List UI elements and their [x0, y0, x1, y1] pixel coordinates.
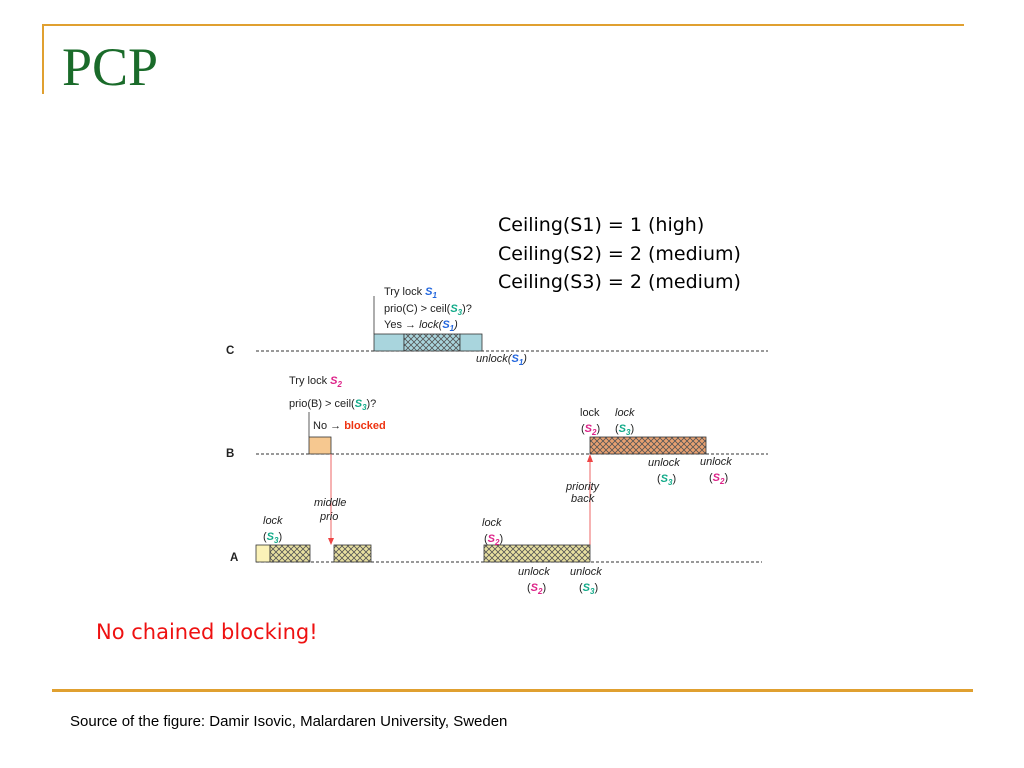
c-unlock-s1: $unlock(S_1)$ — [476, 353, 527, 367]
slide-title: PCP — [62, 37, 159, 97]
label-back: back — [571, 493, 595, 505]
b-unlock-s3: unlock — [648, 457, 680, 469]
label-prio: prio — [320, 511, 339, 523]
label-middle: middle — [314, 497, 347, 509]
a-lock-s3: lock — [263, 515, 283, 527]
frame-bottom-rule — [52, 689, 973, 692]
a-lock-s2: lock — [482, 517, 502, 529]
c-exec-end — [460, 334, 482, 351]
ceiling-s2: Ceiling(S2) = 2 (medium) — [498, 242, 741, 265]
a-critical-s3-1 — [270, 545, 310, 562]
a-exec-start — [256, 545, 270, 562]
a-unlock-s3-sem: $(S_3)$ — [579, 582, 599, 596]
b-no-blocked: No → blocked — [313, 420, 386, 432]
a-lock-s3-sem: $(S_3)$ — [263, 531, 283, 545]
source-caption: Source of the figure: Damir Isovic, Malardaren University, Sweden — [70, 713, 508, 730]
b-lock-s2: lock — [580, 407, 600, 419]
task-label-b: B — [226, 448, 235, 460]
c-exec-start — [374, 334, 404, 351]
b-unlock-s2-sem: $(S_2)$ — [709, 472, 729, 486]
label-priority: priority — [566, 481, 600, 493]
ceiling-s3: Ceiling(S3) = 2 (medium) — [498, 271, 741, 293]
a-unlock-s3: unlock — [570, 566, 602, 578]
task-label-a: A — [230, 552, 239, 564]
b-condition: prio(B) > $ceil(S_3)$? — [289, 398, 377, 412]
a-critical-s2 — [484, 545, 590, 562]
b-try-lock: Try lock $S_2$ — [289, 375, 342, 389]
arrow-priority-back-head — [587, 454, 593, 462]
arrow-middle-prio-head — [328, 538, 334, 545]
a-lock-s2-sem: $(S_2)$ — [484, 533, 504, 547]
c-try-lock: Try lock $S_1$ — [384, 286, 437, 300]
c-critical-s1 — [404, 334, 460, 351]
b-lock-s3-sem: $(S_3)$ — [615, 423, 635, 437]
c-condition: prio(C) > $ceil(S_3)$? — [384, 303, 472, 317]
ceiling-s1: Ceiling(S1) = 1 (high) — [498, 214, 705, 236]
task-label-c: C — [226, 345, 235, 357]
b-critical-s2-s3 — [590, 437, 706, 454]
b-lock-s3: lock — [615, 407, 635, 419]
b-unlock-s2: unlock — [700, 456, 732, 468]
a-unlock-s2: unlock — [518, 566, 550, 578]
b-exec-short — [309, 437, 331, 454]
ceiling-list — [498, 211, 741, 297]
note-no-chained-blocking: No chained blocking! — [96, 620, 318, 644]
c-yes-lock: Yes → $lock(S_1)$ — [384, 319, 458, 333]
a-unlock-s2-sem: $(S_2)$ — [527, 582, 547, 596]
b-lock-s2-sem: $(S_2)$ — [581, 423, 601, 437]
b-unlock-s3-sem: $(S_3)$ — [657, 473, 677, 487]
a-critical-s3-2 — [334, 545, 371, 562]
